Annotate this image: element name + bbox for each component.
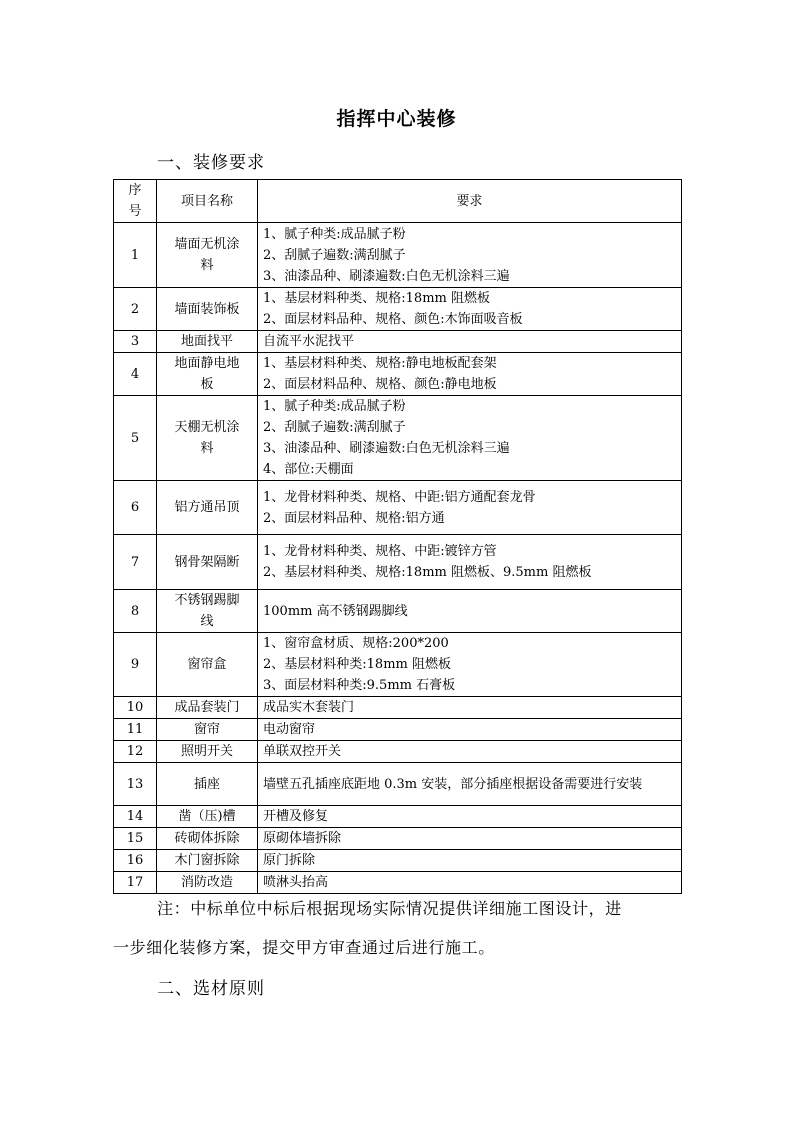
table-row xyxy=(114,535,682,590)
requirement-line: 2、刮腻子遍数:满刮腻子 xyxy=(263,247,406,263)
requirement-line: 2、基层材料种类:18mm 阻燃板 xyxy=(263,657,451,672)
item-name: 插座 xyxy=(157,763,258,806)
table-body xyxy=(114,223,682,894)
requirement-line: 单联双控开关 xyxy=(263,744,342,759)
table-row xyxy=(114,806,682,828)
table-header-row xyxy=(114,180,682,223)
item-requirements xyxy=(258,223,682,288)
table-row xyxy=(114,719,682,741)
table-row xyxy=(114,763,682,806)
header-req: 要求 xyxy=(258,180,682,223)
item-requirements xyxy=(258,719,682,741)
item-requirements xyxy=(258,806,682,828)
row-number: 3 xyxy=(114,331,157,353)
row-number: 2 xyxy=(114,288,157,331)
requirement-line: 1、腻子种类:成品腻子粉 xyxy=(263,399,406,414)
table-row xyxy=(114,288,682,331)
requirement-line: 电动窗帘 xyxy=(263,722,316,737)
row-number: 17 xyxy=(114,872,157,894)
item-name: 墙面装饰板 xyxy=(157,288,258,331)
requirement-line: 原砌体墙拆除 xyxy=(263,831,342,846)
requirement-line: 3、油漆品种、刷漆遍数:白色无机涂料三遍 xyxy=(263,441,510,456)
table-row xyxy=(114,590,682,633)
section-heading-material-principles: 二、选材原则 xyxy=(157,979,265,999)
item-name: 天棚无机涂料 xyxy=(157,396,258,481)
item-name: 铝方通吊顶 xyxy=(157,481,258,535)
item-requirements xyxy=(258,763,682,806)
table-row xyxy=(114,633,682,697)
item-requirements xyxy=(258,590,682,633)
table-row xyxy=(114,872,682,894)
table-row xyxy=(114,223,682,288)
row-number: 4 xyxy=(114,353,157,396)
requirement-line: 1、基层材料种类、规格:18mm 阻燃板 xyxy=(263,291,490,306)
requirement-line: 4、部位:天棚面 xyxy=(263,462,354,477)
row-number: 6 xyxy=(114,481,157,535)
requirement-line: 3、面层材料种类:9.5mm 石膏板 xyxy=(263,678,456,693)
table-row xyxy=(114,396,682,481)
item-name: 成品套装门 xyxy=(157,697,258,719)
note-line-1: 注：中标单位中标后根据现场实际情况提供详细施工图设计，进 xyxy=(157,899,622,918)
table-row xyxy=(114,697,682,719)
requirement-line: 2、面层材料品种、规格、颜色:静电地板 xyxy=(263,377,497,392)
table-row xyxy=(114,828,682,850)
header-name: 项目名称 xyxy=(157,180,258,223)
item-requirements xyxy=(258,828,682,850)
item-requirements xyxy=(258,872,682,894)
item-name: 不锈钢踢脚线 xyxy=(157,590,258,633)
section-heading-requirements: 一、装修要求 xyxy=(157,153,265,173)
requirement-line: 1、龙骨材料种类、规格、中距:铝方通配套龙骨 xyxy=(263,489,536,505)
table-row xyxy=(114,481,682,535)
requirement-line: 2、面层材料品种、规格、颜色:木饰面吸音板 xyxy=(263,312,523,327)
note-line-2: 一步细化装修方案，提交甲方审查通过后进行施工。 xyxy=(113,938,495,957)
row-number: 5 xyxy=(114,396,157,481)
requirement-line: 2、面层材料品种、规格:铝方通 xyxy=(263,510,445,526)
item-name: 窗帘盒 xyxy=(157,633,258,697)
requirements-table xyxy=(113,179,682,894)
row-number: 14 xyxy=(114,806,157,828)
item-requirements xyxy=(258,288,682,331)
item-requirements xyxy=(258,331,682,353)
item-requirements xyxy=(258,535,682,590)
row-number: 13 xyxy=(114,763,157,806)
row-number: 7 xyxy=(114,535,157,590)
item-name: 照明开关 xyxy=(157,741,258,763)
item-requirements xyxy=(258,741,682,763)
requirement-line: 原门拆除 xyxy=(263,853,316,868)
requirement-line: 1、窗帘盒材质、规格:200*200 xyxy=(263,636,449,651)
item-requirements xyxy=(258,697,682,719)
item-requirements xyxy=(258,633,682,697)
requirement-line: 成品实木套装门 xyxy=(263,700,355,715)
row-number: 9 xyxy=(114,633,157,697)
requirement-line: 喷淋头抬高 xyxy=(263,875,329,890)
requirement-line: 墙壁五孔插座底距地 0.3m 安装，部分插座根据设备需要进行安装 xyxy=(263,776,643,792)
item-name: 木门窗拆除 xyxy=(157,850,258,872)
item-requirements xyxy=(258,481,682,535)
item-name: 窗帘 xyxy=(157,719,258,741)
item-name: 地面静电地板 xyxy=(157,353,258,396)
table-row xyxy=(114,331,682,353)
requirement-line: 1、腻子种类:成品腻子粉 xyxy=(263,226,406,242)
table-row xyxy=(114,353,682,396)
row-number: 15 xyxy=(114,828,157,850)
table-row xyxy=(114,850,682,872)
row-number: 11 xyxy=(114,719,157,741)
item-name: 凿（压)槽 xyxy=(157,806,258,828)
row-number: 16 xyxy=(114,850,157,872)
row-number: 8 xyxy=(114,590,157,633)
requirement-line: 100mm 高不锈钢踢脚线 xyxy=(263,603,408,619)
item-name: 砖砌体拆除 xyxy=(157,828,258,850)
requirement-line: 2、基层材料种类、规格:18mm 阻燃板、9.5mm 阻燃板 xyxy=(263,565,592,580)
requirement-line: 2、刮腻子遍数:满刮腻子 xyxy=(263,420,406,435)
item-name: 地面找平 xyxy=(157,331,258,353)
requirement-line: 开槽及修复 xyxy=(263,809,329,824)
document-title: 指挥中心装修 xyxy=(336,108,457,130)
row-number: 1 xyxy=(114,223,157,288)
requirement-line: 3、油漆品种、刷漆遍数:白色无机涂料三遍 xyxy=(263,268,510,284)
requirement-line: 自流平水泥找平 xyxy=(263,334,355,349)
table-row xyxy=(114,741,682,763)
item-requirements xyxy=(258,353,682,396)
row-number: 12 xyxy=(114,741,157,763)
item-requirements xyxy=(258,396,682,481)
row-number: 10 xyxy=(114,697,157,719)
item-name: 墙面无机涂料 xyxy=(157,223,258,288)
header-no: 序号 xyxy=(114,180,157,223)
item-name: 消防改造 xyxy=(157,872,258,894)
requirement-line: 1、龙骨材料种类、规格、中距:镀锌方管 xyxy=(263,544,497,559)
requirement-line: 1、基层材料种类、规格:静电地板配套架 xyxy=(263,356,497,371)
item-requirements xyxy=(258,850,682,872)
item-name: 钢骨架隔断 xyxy=(157,535,258,590)
